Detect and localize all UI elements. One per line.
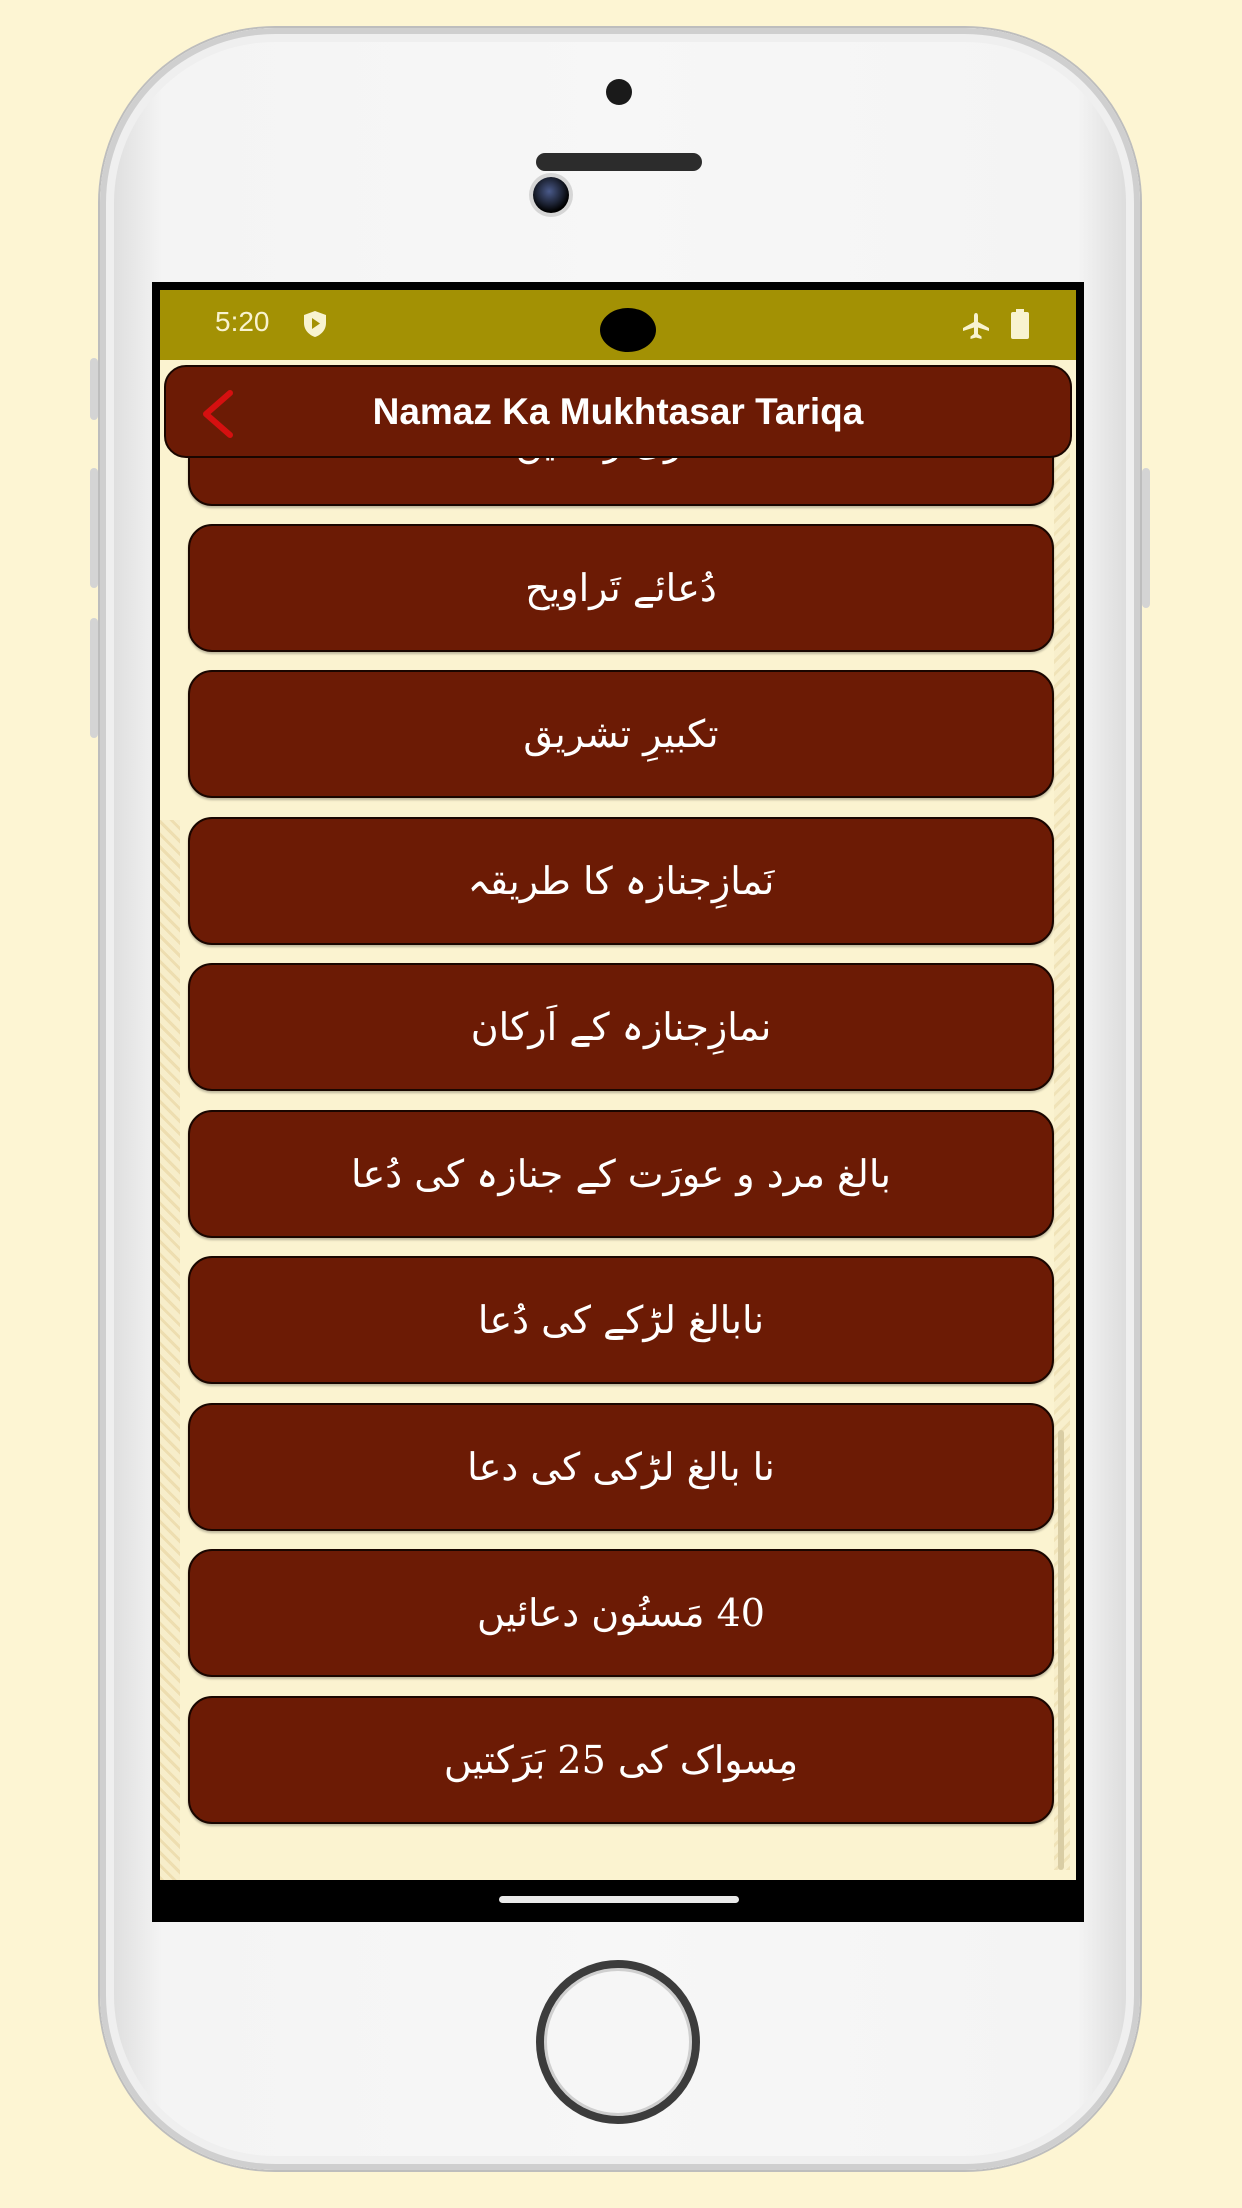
navigation-bar [152, 1880, 1084, 1922]
app-header [164, 365, 1072, 458]
volume-up-button [90, 468, 98, 588]
app-content [160, 360, 1076, 1880]
battery-icon [1011, 309, 1029, 339]
proximity-sensor [606, 79, 632, 105]
page-title: Namaz Ka Mukhtasar Tariqa [372, 391, 864, 432]
shield-icon [302, 310, 328, 338]
scrollbar[interactable] [1058, 1430, 1064, 1870]
list-item[interactable] [188, 817, 1054, 945]
camera-cutout [600, 308, 656, 352]
volume-down-button [90, 618, 98, 738]
airplane-mode-icon [961, 311, 991, 341]
list-item[interactable] [188, 1110, 1054, 1238]
list-item[interactable] [188, 1696, 1054, 1824]
list-item-label: نمازِجنازہ کے اَرکان [470, 1005, 772, 1049]
front-camera [533, 177, 569, 213]
list-item[interactable] [188, 670, 1054, 798]
home-gesture-handle[interactable] [499, 1896, 739, 1903]
list-item-label: نا بالغ لڑکی کی دعا [467, 1445, 775, 1489]
status-time: 5:20 [215, 306, 270, 337]
list-item[interactable] [188, 963, 1054, 1091]
phone-screen [152, 282, 1084, 1922]
earpiece-speaker [536, 153, 702, 171]
list-item-label: تکبیرِ تشریق [523, 712, 719, 756]
background-pattern [160, 820, 180, 1880]
list-item-label: دُعائے تَراویح [525, 566, 717, 610]
list-item-label: نَمازِجنازہ کا طریقہ [467, 859, 775, 903]
mute-switch [90, 358, 98, 420]
list-item[interactable] [188, 1403, 1054, 1531]
home-button[interactable] [536, 1960, 700, 2124]
list-item-label: بالغ مرد و عورَت کے جنازہ کی دُعا [351, 1152, 891, 1196]
list-item[interactable] [188, 1549, 1054, 1677]
list-item-label: 40 مَسنُون دعائیں [477, 1591, 765, 1635]
power-button [1142, 468, 1150, 608]
list-item[interactable] [188, 1256, 1054, 1384]
list-item-label: مِسواک کی 25 بَرَکتیں [443, 1738, 799, 1782]
list-item-label: نابالغ لڑکے کی دُعا [477, 1298, 765, 1342]
list-item[interactable] [188, 524, 1054, 652]
status-bar [160, 290, 1076, 360]
